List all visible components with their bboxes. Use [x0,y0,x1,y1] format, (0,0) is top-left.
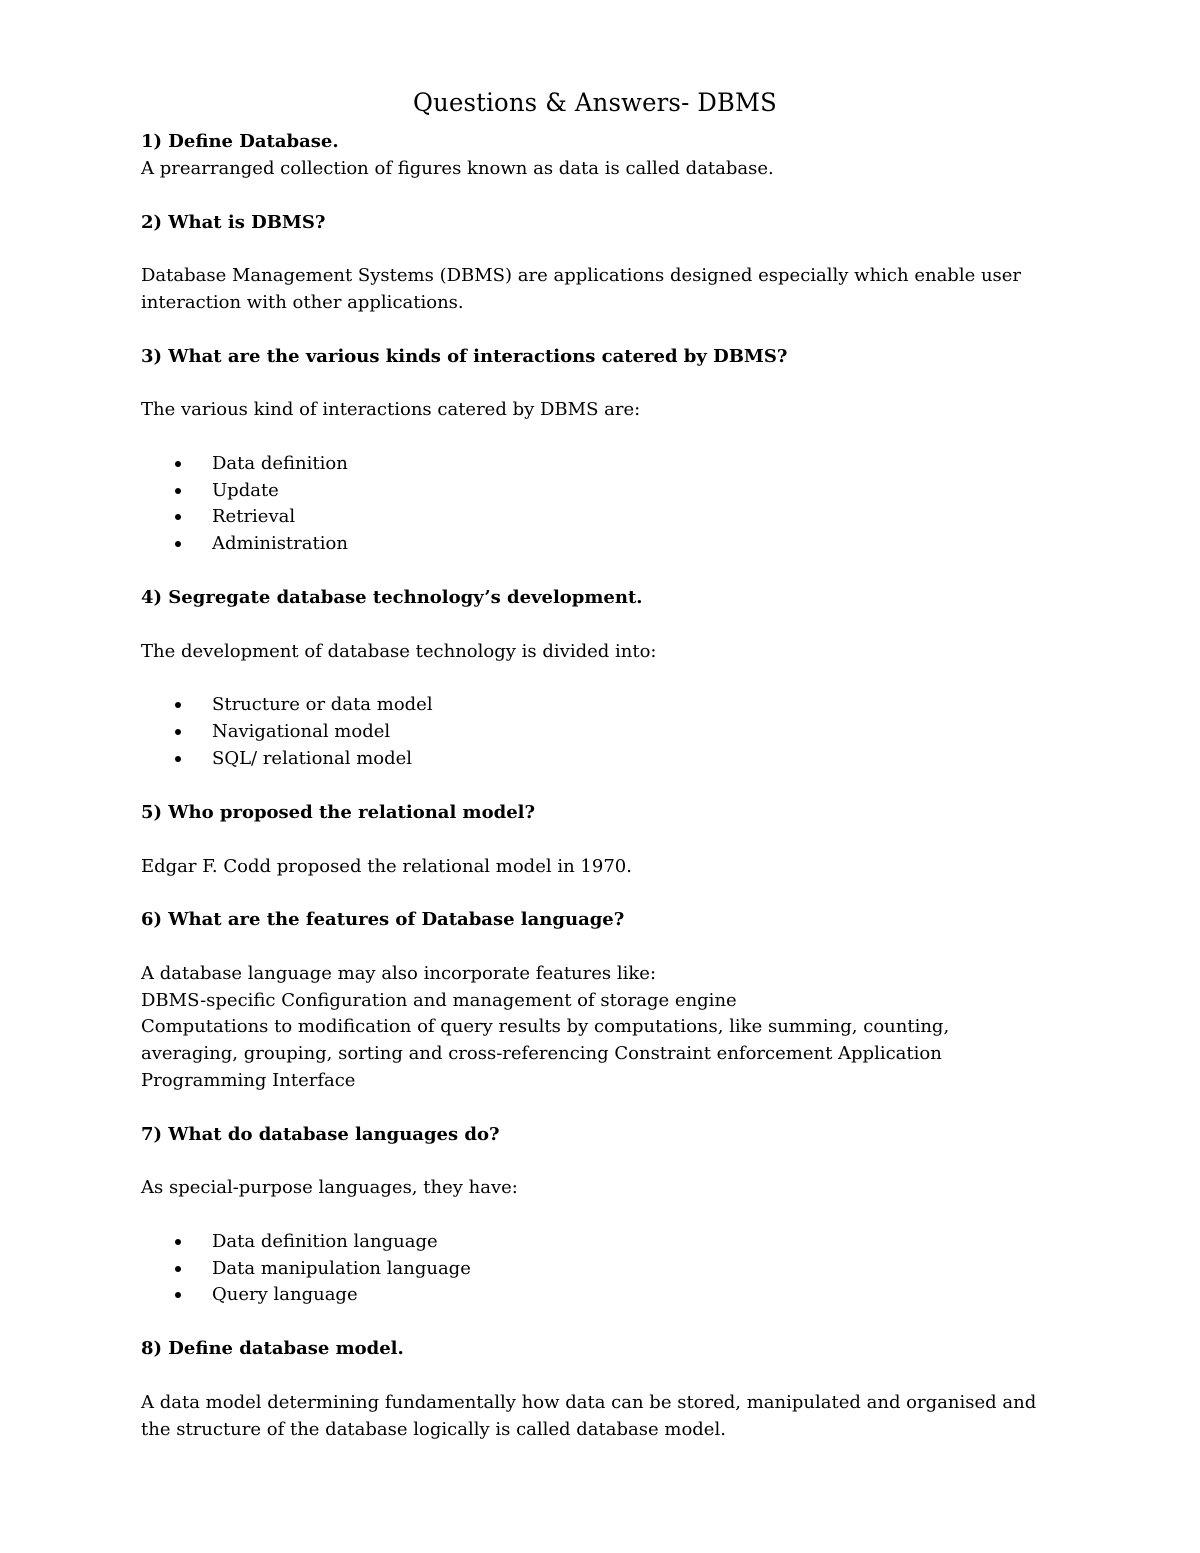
answer-2-line-1: Database Management Systems (DBMS) are applications designed especially which enable user [141,265,1022,286]
answer-6-line-4: averaging, grouping, sorting and cross-referencing Constraint enforcement Application [141,1043,942,1064]
list-item-label: Structure or data model [212,694,433,715]
question-1: 1) Define Database. [141,131,339,152]
bullet-icon [175,702,181,708]
answer-6-line-1: A database language may also incorporate features like: [141,963,657,984]
bullet-icon [175,729,181,735]
answer-6-line-5: Programming Interface [141,1070,356,1091]
answer-7-intro: As special-purpose languages, they have: [141,1177,518,1198]
answer-6-line-3: Computations to modification of query results by computations, like summing, counting, [141,1016,950,1037]
list-item-label: Query language [212,1284,358,1305]
answer-4-intro: The development of database technology is divided into: [141,641,657,662]
list-item-label: Data definition language [212,1231,438,1252]
answer-3-intro: The various kind of interactions catered by DBMS are: [141,399,641,420]
list-item-label: Update [212,480,279,501]
list-item-label: Data definition [212,453,348,474]
question-2: 2) What is DBMS? [141,212,326,233]
bullet-icon [175,488,181,494]
bullet-icon [175,461,181,467]
bullet-icon [175,1239,181,1245]
answer-2-line-2: interaction with other applications. [141,292,464,313]
question-4: 4) Segregate database technology’s development. [141,587,643,608]
bullet-icon [175,1266,181,1272]
bullet-icon [175,541,181,547]
answer-5: Edgar F. Codd proposed the relational model in 1970. [141,856,632,877]
list-item-label: Administration [212,533,348,554]
list-item-label: Navigational model [212,721,391,742]
answer-1: A prearranged collection of figures known as data is called database. [141,158,774,179]
bullet-icon [175,756,181,762]
question-5: 5) Who proposed the relational model? [141,802,536,823]
answer-6-line-2: DBMS-specific Configuration and management of storage engine [141,990,737,1011]
page-title: Questions & Answers- DBMS [413,88,777,117]
list-item-label: Data manipulation language [212,1258,471,1279]
answer-8-line-2: the structure of the database logically is called database model. [141,1419,726,1440]
question-7: 7) What do database languages do? [141,1124,500,1145]
bullet-icon [175,1292,181,1298]
list-item-label: SQL/ relational model [212,748,413,769]
question-6: 6) What are the features of Database language? [141,909,625,930]
question-8: 8) Define database model. [141,1338,404,1359]
list-item-label: Retrieval [212,506,296,527]
answer-8-line-1: A data model determining fundamentally how data can be stored, manipulated and organised and [141,1392,1037,1413]
bullet-icon [175,514,181,520]
question-3: 3) What are the various kinds of interactions catered by DBMS? [141,346,788,367]
